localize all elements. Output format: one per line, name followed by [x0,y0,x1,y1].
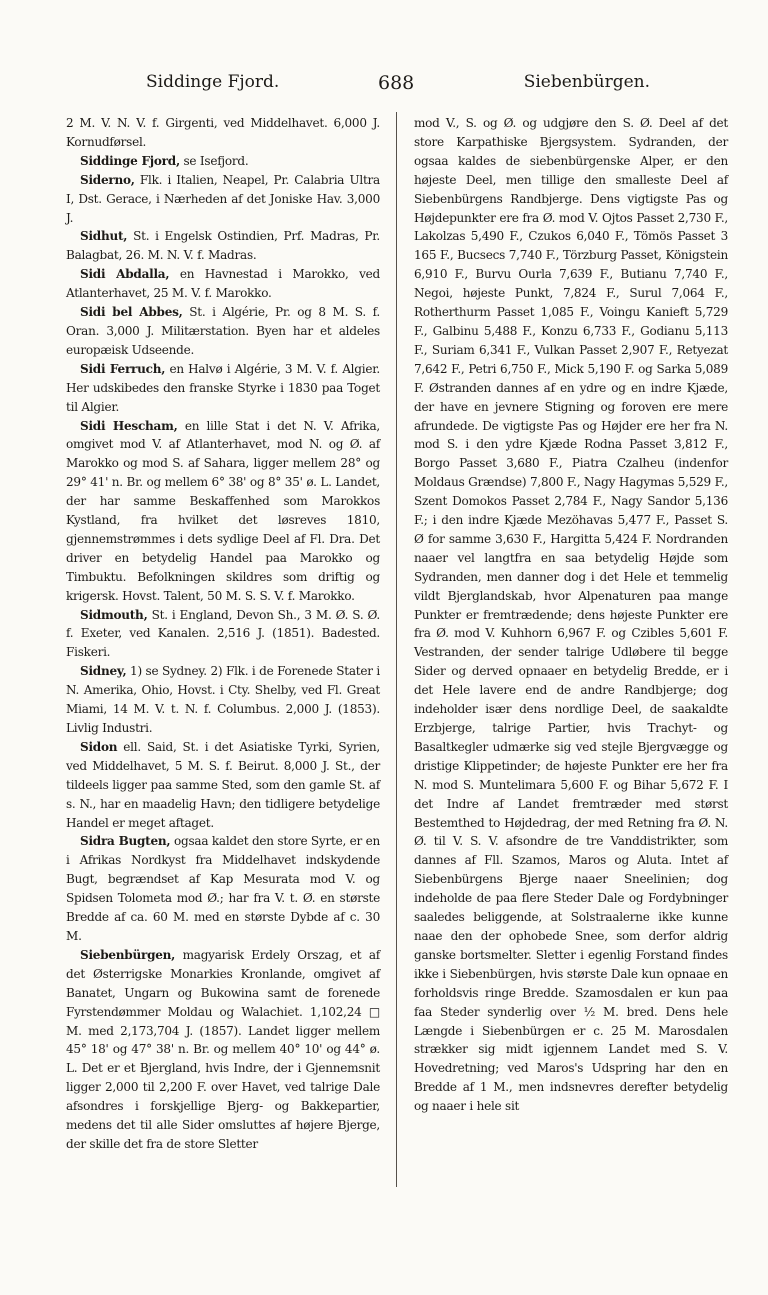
entry-headword: Sidi bel Abbes, [80,305,183,320]
entry-headword: Sidra Bugten, [80,834,171,849]
running-header [130,72,650,98]
right-column [414,114,728,1116]
entry-headword: Sidon [80,739,118,754]
entry-continuation [414,114,728,1116]
entry-text: se Isefjord. [183,153,249,168]
entry-headword: Sidi Abdalla, [80,267,170,282]
entry-text: magyarisk Erdely Orszag, et af det Østerrigske Monarkies Kronlande, omgivet af Banatet, Ungarn og Bukowina samt de forenede Fyrstendømmer Moldau og Walachiet. 1,102,24 □ M. med 2,173,704 J. (1857). Landet ligger mellem 45° 18' og 47° 38' n. Br. og mellem 40° 10' og 44° ø. L. Det er et Bjergland, hvis Indre, der i Gjennemsnit ligger 2,000 til 2,200 F. over Havet, ved talrige Dale afsondres i forskjellige Bjerg- og Bakkepartier, medens det til alle Sider omsluttes af højere Bjerge, der skille det fra de store Sletter [66,947,380,1151]
entry-text: St. i Algérie, Pr. og 8 M. S. f. Oran. 3,000 J. Militærstation. Byen har et aldeles europæisk Udseende. [66,305,380,357]
column-divider [396,112,397,1187]
dictionary-entry [66,152,380,171]
entry-text: mod V., S. og Ø. og udgjøre den S. Ø. Deel af det store Karpathiske Bjergsystem. Sydranden, der ogsaa kaldes de siebenbürgenske Alper, er den højeste Deel, men tillige den smalleste Deel af Siebenbürgens Randbjerge. Dens vigtigste Pas og Højdepunkter ere fra Ø. mod V. Ojtos Passet 2,730 F., Lakolzas 5,490 F., Czukos 6,040 F., Tömös Passet 3 165 F., Bucsecs 7,740 F., Törzburg Passet, Königstein 6,910 F., Burvu Ourla 7,639 F., Butianu 7,740 F., Negoi, højeste Punkt, 7,824 F., Surul 7,064 F., Rotherthurm Passet 1,085 F., Voingu Kanieft 5,729 F., Galbinu 5,488 F., Konzu 6,733 F., Godianu 5,113 F., Suriam 6,341 F., Vulkan Passet 2,907 F., Retyezat 7,642 F., Petri 6,750 F., Mick 5,190 F. og Sarka 5,089 F. Østranden dannes af en ydre og en indre Kjæde, der have en jevnere Stigning og foroven ere mere afrundede. De vigtigste Pas og Højder ere her fra N. mod S. i den ydre Kjæde Rodna Passet 3,812 F., Borgo Passet 3,680 F., Piatra Czalheu (indenfor Moldaus Grændse) 7,800 F., Nagy Hagymas 5,529 F., Szent Domokos Passet 2,784 F., Nagy Sandor 5,136 F.; i den indre Kjæde Mezöhavas 5,477 F., Passet S. Ø for samme 3,630 F., Hargitta 5,424 F. Nordranden naaer vel langtfra en saa betydelig Højde som Sydranden, men danner dog i det Hele et temmelig vildt Bjerglandskab, hvor Alpenaturen paa mange Punkter er fremtrædende; dens højeste Punkter ere fra Ø. mod V. Kuhhorn 6,967 F. og Czibles 5,601 F. Vestranden, der sender talrige Udløbere til begge Sider og derved opnaaer en betydelig Bredde, er i det Hele lavere end de andre Randbjerge; dog indeholder især dens nordlige Deel, de saakaldte Erzbjerge, talrige Partier, hvis Trachyt- og Basaltkegler udmærke sig ved stejle Bjergvægge og dristige Klippetinder; de højeste Punkter ere her fra N. mod S. Muntelimara 5,600 F. og Bihar 5,672 F. I det Indre af Landet fremtræder med størst Bestemthed to Højdedrag, der med Retning fra Ø. N. Ø. til V. S. V. afsondre de tre Vanddistrikter, som dannes af Fll. Szamos, Maros og Aluta. Intet af Siebenbürgens Bjerge naaer Sneelinien; dog indeholde de paa flere Steder Dale og Fordybninger saaledes beliggende, at Solstraalerne ikke kunne naae den der ophobede Snee, som derfor aldrig ganske bortsmelter. Sletter i egenlig Forstand findes ikke i Siebenbürgen, hvis største Dale kun opnaae en forholdsvis ringe Bredde. Szamosdalen er kun paa faa Steder synderlig over ½ M. bred. Dens hele Længde i Siebenbürgen er c. 25 M. Marosdalen strækker sig midt igjennem Landet med S. V. Hovedretning; ved Maros's Udspring har den en Bredde af 1 M., men indsnevres derefter betydelig og naaer i hele sit [414,116,728,1114]
entry-headword: Sidi Hescham, [80,418,178,433]
entry-text: en Havnestad i Marokko, ved Atlanterhavet, 25 M. V. f. Marokko. [66,267,381,301]
entry-text: St. i Engelsk Ostindien, Prf. Madras, Pr. Balagbat, 26. M. N. V. f. Madras. [66,229,380,263]
entry-headword: Sidhut, [80,229,128,244]
dictionary-entry [66,265,380,303]
dictionary-entry [66,171,380,228]
dictionary-entry [66,360,380,417]
entry-text: ogsaa kaldet den store Syrte, er en i Afrikas Nordkyst fra Middelhavet indskydende Bugt, begrændset af Kap Mesurata mod V. og Spidsen Tolometa mod Ø.; har fra V. t. Ø. en største Bredde af ca. 60 M. med en største Dybde af c. 30 M. [66,834,381,943]
entry-headword: Sidney, [80,664,127,679]
entry-headword: Siebenbürgen, [80,947,176,962]
left-column [66,114,380,1154]
dictionary-entry [66,832,380,945]
dictionary-entry [66,417,380,606]
dictionary-entry [66,662,380,738]
entry-text: ell. Said, St. i det Asiatiske Tyrki, Syrien, ved Middelhavet, 5 M. S. f. Beirut. 8,000 J. St., der tildeels ligger paa samme Sted, som den gamle St. af s. N., har en maadelig Havn; den tidligere betydelige Handel er meget aftaget. [66,739,380,830]
dictionary-entry [66,946,380,1154]
entry-continuation [66,114,380,152]
entry-text: 2 M. V. N. V. f. Girgenti, ved Middelhavet. 6,000 J. Kornudførsel. [66,116,380,149]
dictionary-entry [66,227,380,265]
header-left-guideword: Siddinge Fjord. [146,72,280,92]
page-number: 688 [378,72,415,94]
entry-text: Flk. i Italien, Neapel, Pr. Calabria Ultra I, Dst. Gerace, i Nærheden af det Joniske Hav. 3,000 J. [66,172,380,225]
entry-headword: Sidmouth, [80,607,148,622]
entry-headword: Siddinge Fjord, [80,153,180,168]
entry-headword: Siderno, [80,172,135,187]
entry-text: 1) se Sydney. 2) Flk. i de Forenede Stater i N. Amerika, Ohio, Hovst. i Cty. Shelby, ved Fl. Great Miami, 14 M. V. t. N. f. Columbus. 2,000 J. (1853). Livlig Industri. [66,664,380,735]
entry-text: en lille Stat i det N. V. Afrika, omgivet mod V. af Atlanterhavet, mod N. og Ø. af Marokko og mod S. af Sahara, ligger mellem 28° og 29° 41' n. Br. og mellem 6° 38' og 8° 35' ø. L. Landet, der har samme Beskaffenhed som Marokkos Kystland, fra hvilket det løsreves 1810, gjennemstrømmes i dets sydlige Deel af Fl. Dra. Det driver en betydelig Handel paa Marokko og Timbuktu. Befolkningen skildres som driftig og krigersk. Hovst. Talent, 50 M. S. S. V. f. Marokko. [66,418,380,603]
header-right-guideword: Siebenbürgen. [523,72,650,92]
entry-headword: Sidi Ferruch, [80,361,166,376]
dictionary-entry [66,606,380,663]
dictionary-entry [66,738,380,833]
entry-text: en Halvø i Algérie, 3 M. V. f. Algier. Her udskibedes den franske Styrke i 1830 paa Toget til Algier. [66,361,380,414]
dictionary-entry [66,303,380,360]
entry-text: St. i England, Devon Sh., 3 M. Ø. S. Ø. f. Exeter, ved Kanalen. 2,516 J. (1851). Badested. Fiskeri. [66,607,380,660]
